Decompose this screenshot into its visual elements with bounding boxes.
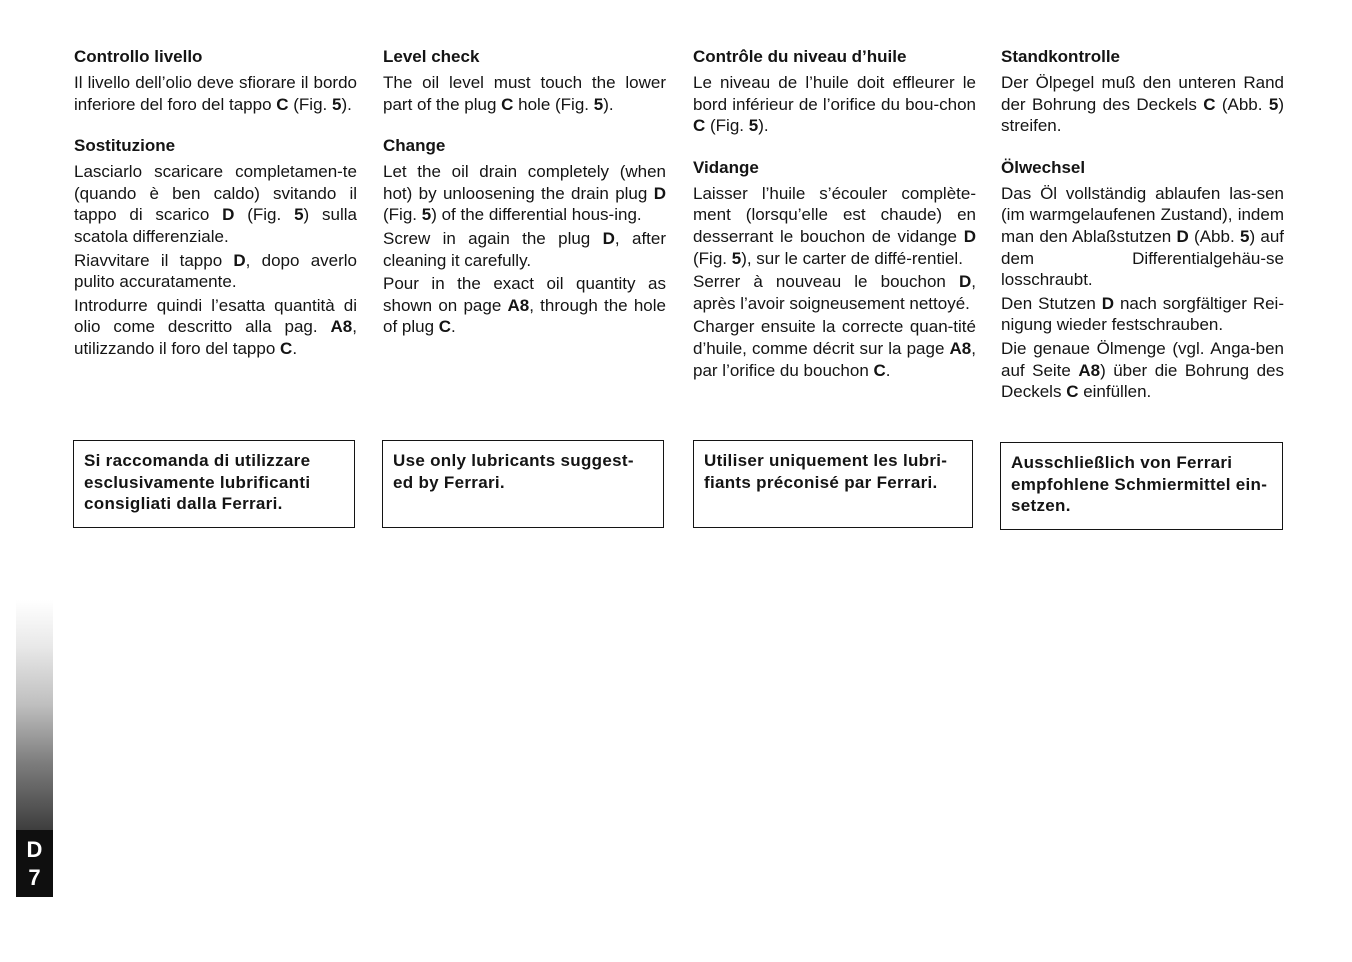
paragraph-refill: Charger ensuite la correcte quan-tité d’huile, comme décrit sur la page A8, par l’orifice du bouchon C.: [693, 317, 976, 380]
paragraph-drain: Laisser l’huile s’écouler complète-ment (lorsqu’elle est chaude) en desserrant le bouchon de vidange D (Fig. 5), sur le carter de diffé-rentiel.: [693, 183, 976, 268]
paragraph-refill: Pour in the exact oil quantity as shown on page A8, through the hole of plug C.: [383, 274, 666, 337]
heading-level-check: Controllo livello: [74, 47, 203, 66]
heading-level-check: Level check: [383, 47, 480, 66]
paragraph-refill: Die genaue Ölmenge (vgl. Anga-ben auf Seite A8) über die Bohrung des Deckels C einfüllen.: [1001, 338, 1284, 402]
page-tab-number: 7: [28, 865, 41, 890]
column-french: [693, 46, 976, 383]
paragraph-level-check: Der Ölpegel muß den unteren Rand der Bohrung des Deckels C (Abb. 5) streifen.: [1001, 73, 1284, 136]
warning-box-english: Use only lubricants suggest-ed by Ferrari.: [382, 440, 664, 528]
paragraph-drain: Let the oil drain completely (when hot) by unloosening the drain plug D (Fig. 5) of the differential hous-ing.: [383, 162, 666, 225]
paragraph-level-check: Il livello dell’olio deve sfiorare il bordo inferiore del foro del tappo C (Fig. 5).: [74, 73, 357, 114]
paragraph-level-check: Le niveau de l’huile doit effleurer le bord inférieur de l’orifice du bou-chon C (Fig. 5).: [693, 73, 976, 136]
paragraph-refill: Introdurre quindi l’esatta quantità di olio come descritto alla pag. A8, utilizzando il foro del tappo C.: [74, 295, 357, 358]
paragraph-drain: Lasciarlo scaricare completamen-te (quando è ben caldo) svitando il tappo di scarico D (Fig. 5) sulla scatola differenziale.: [74, 162, 358, 246]
heading-level-check: Standkontrolle: [1001, 47, 1121, 66]
page-tab-section: D: [26, 837, 43, 862]
paragraph-level-check: The oil level must touch the lower part of the plug C hole (Fig. 5).: [383, 73, 666, 114]
column-english: [383, 46, 666, 340]
heading-change: Change: [383, 136, 446, 156]
column-german: [1001, 46, 1284, 405]
warning-box-french: Utiliser uniquement les lubri-fiants préconisé par Ferrari.: [693, 440, 973, 528]
heading-change: Sostituzione: [74, 136, 176, 156]
heading-level-check: Contrôle du niveau d’huile: [693, 47, 907, 66]
heading-change: Ölwechsel: [1001, 157, 1086, 177]
paragraph-drain: Das Öl vollständig ablaufen las-sen (im warmgelaufenen Zustand), indem man den Ablaßstutzen D (Abb. 5) auf dem Differentialgehäu-se losschraubt.: [1001, 183, 1284, 290]
heading-change: Vidange: [693, 157, 759, 177]
page-tab-gradient: [16, 600, 53, 832]
paragraph-refit: Den Stutzen D nach sorgfältiger Rei-nigung wieder festschrauben.: [1001, 293, 1284, 335]
warning-box-german: Ausschließlich von Ferrari empfohlene Schmiermittel ein-setzen.: [1000, 442, 1283, 530]
column-italian: [74, 46, 357, 362]
paragraph-refit: Serrer à nouveau le bouchon D, après l’avoir soigneusement nettoyé.: [693, 272, 976, 313]
paragraph-refit: Riavvitare il tappo D, dopo averlo pulito accuratamente.: [74, 250, 357, 292]
paragraph-refit: Screw in again the plug D, after cleaning it carefully.: [383, 228, 667, 270]
warning-box-italian: Si raccomanda di utilizzare esclusivamente lubrificanti consigliati dalla Ferrari.: [73, 440, 355, 528]
